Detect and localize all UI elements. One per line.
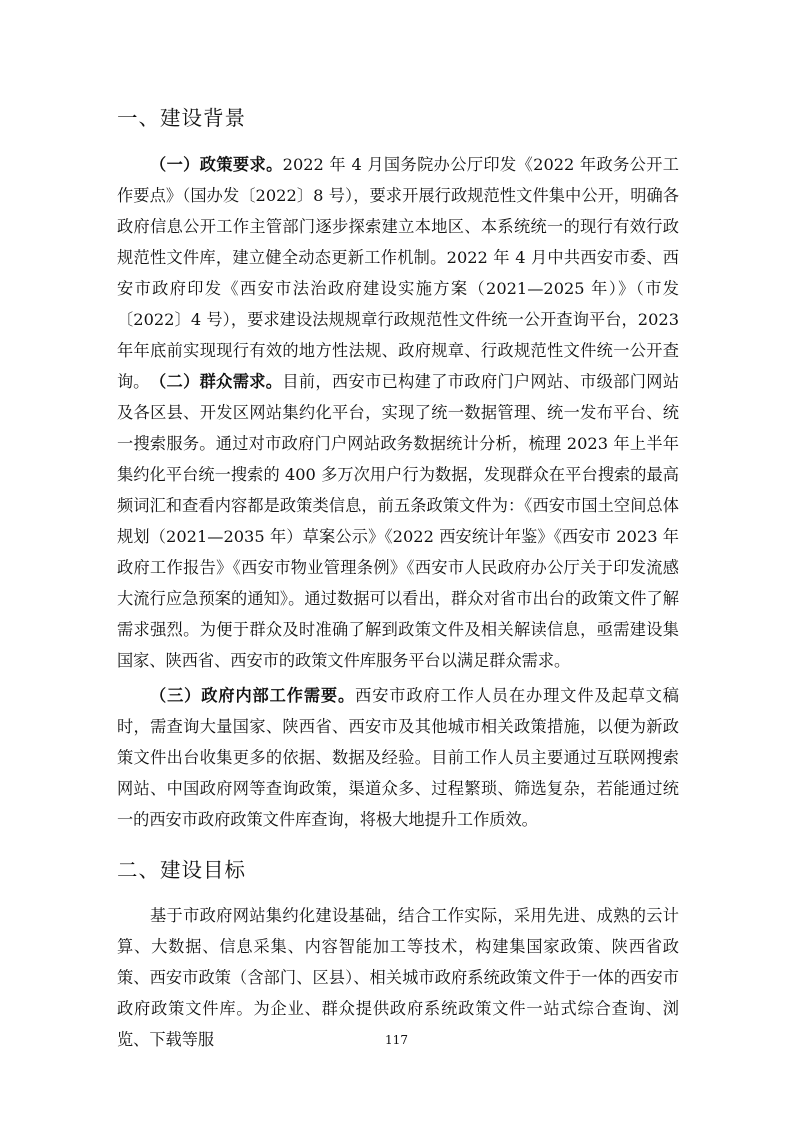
paragraph-text: 基于市政府网站集约化建设基础，结合工作实际，采用先进、成熟的云计算、大数据、信息采集、内容智能加工等技术，构建集国家政策、陕西省政策、西安市政策（含部门、区县）、相关城市政府系统政策文件于一体的西安市政府政策文件库。为企业、群众提供政府系统政策文件一站式综合查询、浏览、下载等服 bbox=[117, 906, 679, 1049]
paragraph-internal-needs bbox=[117, 680, 679, 835]
paragraph-lead: （三）政府内部工作需要。 bbox=[150, 686, 356, 705]
paragraph-text: 目前，西安市已构建了市政府门户网站、市级部门网站及各区县、开发区网站集约化平台，实现了统一数据管理、统一发布平台、统一搜索服务。通过对市政府门户网站政务数据统计分析，梳理 2023 年上半年集约化平台统一搜索的 400 多万次用户行为数据，发现群众在平台搜索的最高频词汇和查看内容都是政策类信息，前五条政策文件为：《西安市国土空间总体规划（2021—2035 年）草案公示》《2022 西安统计年鉴》《西安市 2023 年政府工作报告》《西安市物业管理条例》《西安市人民政府办公厅关于印发流感大流行应急预案的通知》。通过数据可以看出，群众对省市出台的政策文件了解需求强烈。为便于群众及时准确了解到政策文件及相关解读信息，亟需建设集国家、陕西省、西安市的政策文件库服务平台以满足群众需求。 bbox=[117, 372, 680, 670]
section-heading-goals: 二、建设目标 bbox=[117, 858, 246, 882]
paragraph-policy-requirements bbox=[117, 149, 679, 397]
page-number: 117 bbox=[385, 1033, 408, 1047]
paragraph-goals bbox=[117, 900, 679, 1055]
paragraph-lead: （二）群众需求。 bbox=[150, 372, 283, 391]
paragraph-lead: （一）政策要求。 bbox=[150, 155, 283, 174]
section-heading-background: 一、建设背景 bbox=[117, 106, 246, 130]
paragraph-text: 2022 年 4 月国务院办公厅印发《2022 年政务公开工作要点》（国办发〔2022〕8 号），要求开展行政规范性文件集中公开，明确各政府信息公开工作主管部门逐步探索建立本地区、本系统统一的现行有效行政规范性文件库，建立健全动态更新工作机制。2022 年 4 月中共西安市委、西安市政府印发《西安市法治政府建设实施方案（2021—2025 年）》（市发〔2022〕4 号），要求建设法规规章行政规范性文件统一公开查询平台，2023 年年底前实现现行有效的地方性法规、政府规章、行政规范性文件统一公开查询。 bbox=[117, 155, 679, 391]
paragraph-public-demand bbox=[117, 366, 679, 676]
paragraph-text: 西安市政府工作人员在办理文件及起草文稿时，需查询大量国家、陕西省、西安市及其他城市相关政策措施，以便为新政策文件出台收集更多的依据、数据及经验。目前工作人员主要通过互联网搜索网站、中国政府网等查询政策，渠道众多、过程繁琐、筛选复杂，若能通过统一的西安市政府政策文件库查询，将极大地提升工作质效。 bbox=[117, 686, 679, 829]
